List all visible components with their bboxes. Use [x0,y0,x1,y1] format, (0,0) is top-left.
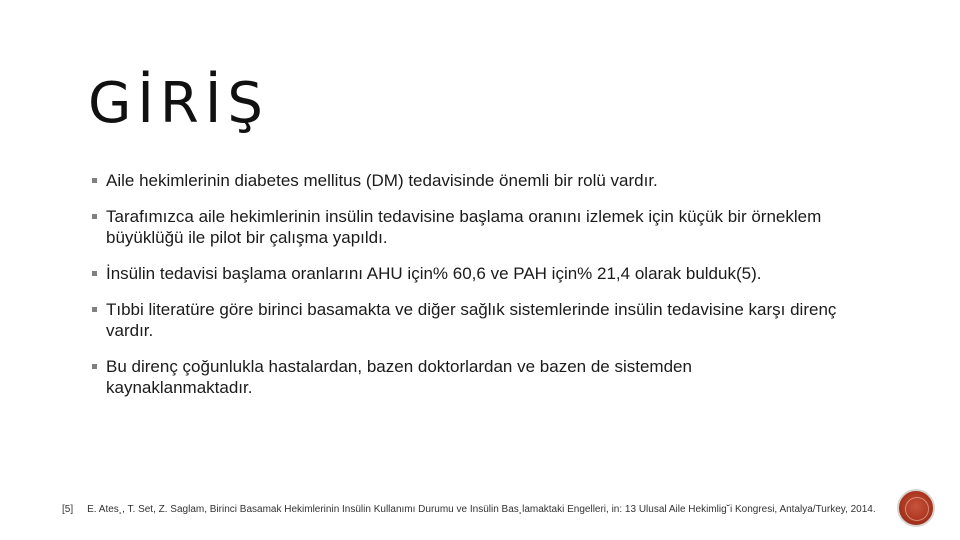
footnote-text: E. Ates¸, T. Set, Z. Saglam, Birinci Basamak Hekimlerinin Insülin Kullanımı Durumu ve Insülin Bas¸lamaktaki Engelleri, in: 13 Ulusal Aile Hekimlig˘i Kongresi, Antalya/Turkey, 2014. [87,504,876,515]
bullet-text: Aile hekimlerinin diabetes mellitus (DM) tedavisinde önemli bir rolü vardır. [106,171,658,190]
bullet-item [92,170,892,191]
badge-ring-icon [905,497,929,521]
bullet-item [92,356,892,398]
bullet-text: İnsülin tedavisi başlama oranlarını AHU için% 60,6 ve PAH için% 21,4 olarak bulduk(5). [106,264,762,283]
bullet-item [92,263,892,284]
bullet-text: Tarafımızca aile hekimlerinin insülin tedavisine başlama oranını izlemek için küçük bir örneklem büyüklüğü ile pilot bir çalışma yapıldı. [106,207,822,247]
footnote [62,502,892,517]
footnote-number: [5] [62,504,74,515]
bullet-text: Bu direnç çoğunlukla hastalardan, bazen doktorlardan ve bazen de sistemden kaynaklanmaktadır. [106,357,692,397]
bullet-item [92,299,892,341]
bullet-item [92,206,892,248]
square-bullet-icon [92,307,97,312]
square-bullet-icon [92,178,97,183]
square-bullet-icon [92,271,97,276]
slide-logo-badge [897,489,935,527]
bullet-list [92,170,892,398]
bullet-text: Tıbbi literatüre göre birinci basamakta ve diğer sağlık sistemlerinde insülin tedavisine karşı direnç vardır. [106,300,837,340]
square-bullet-icon [92,214,97,219]
slide-title: GİRİŞ [88,71,269,136]
square-bullet-icon [92,364,97,369]
